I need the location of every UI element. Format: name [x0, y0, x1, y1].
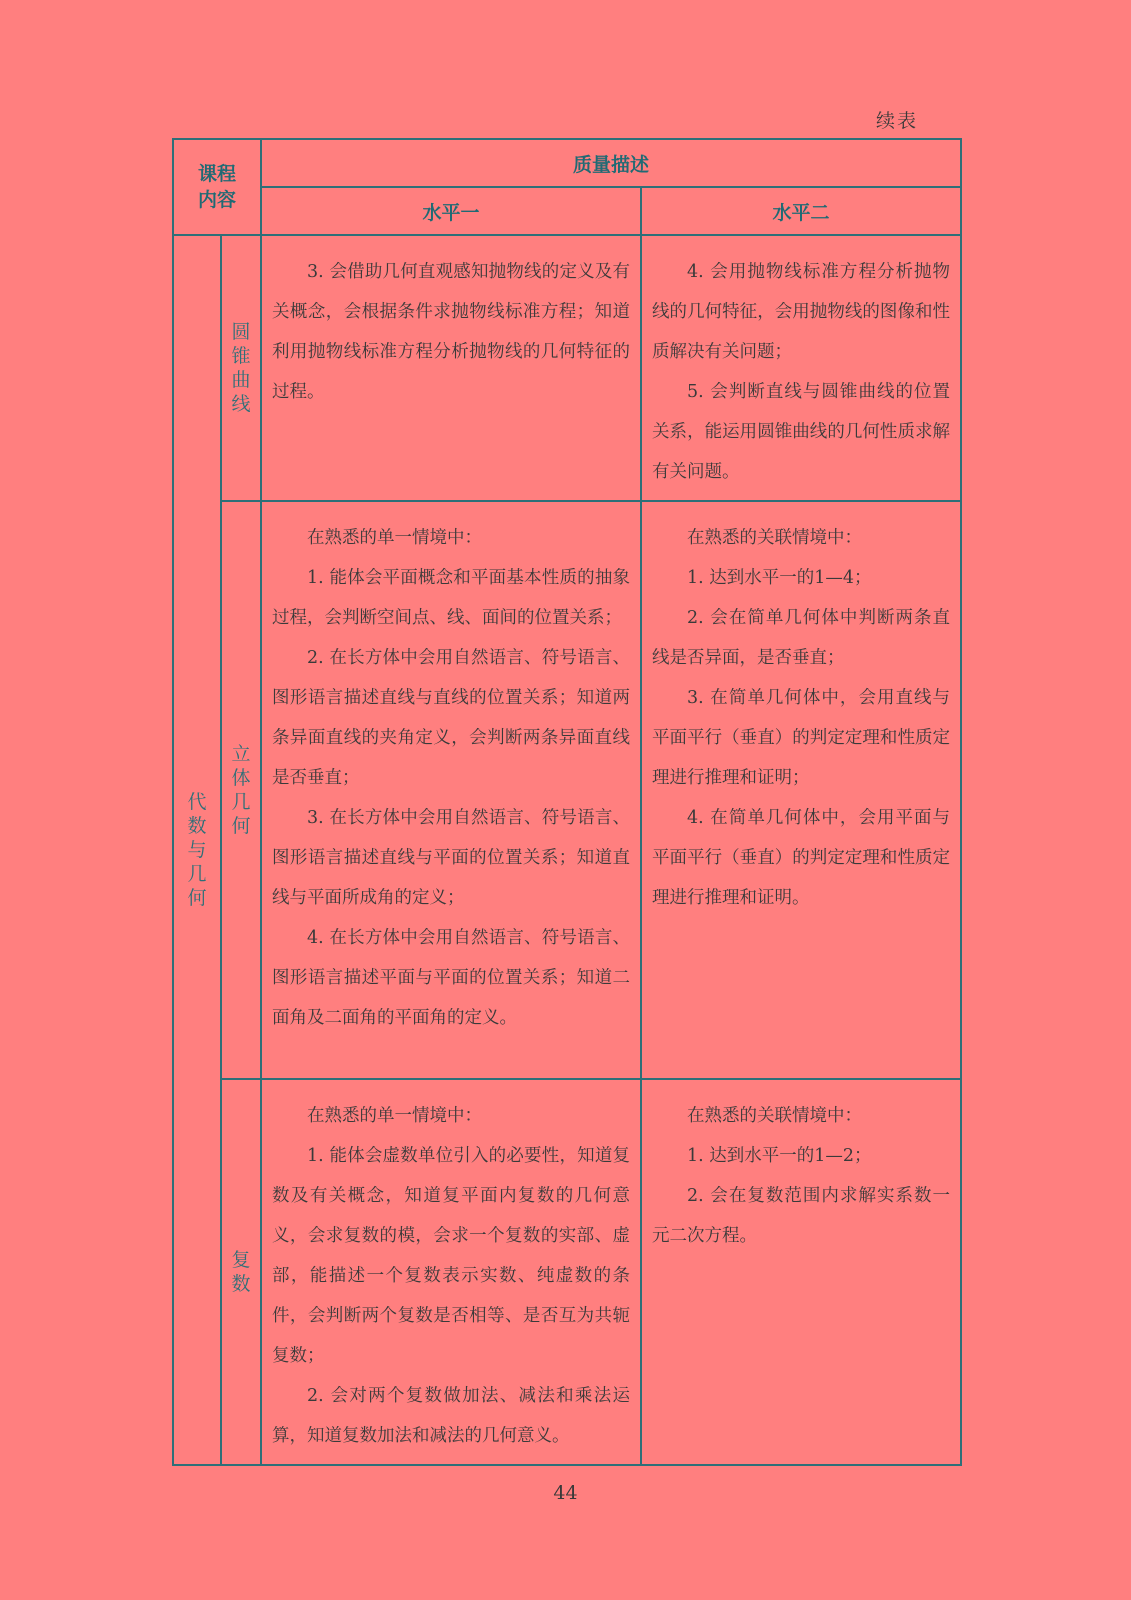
paragraph: 3. 会借助几何直观感知抛物线的定义及有关概念，会根据条件求抛物线标准方程；知道利用抛物线标准方程分析抛物线的几何特征的过程。: [272, 262, 631, 402]
section-label: [173, 235, 221, 1465]
table-row: [173, 501, 961, 1079]
paragraph: 1. 达到水平一的1—4；: [687, 568, 872, 588]
paragraph: 1. 能体会虚数单位引入的必要性，知道复数及有关概念，知道复平面内复数的几何意义，会求复数的模，会求一个复数的实部、虚部，能描述一个复数表示实数、纯虚数的条件，会判断两个复数是否相等、是否互为共轭复数；: [272, 1146, 631, 1366]
header-level1: 水平一: [261, 187, 641, 235]
paragraph: 2. 会在简单几何体中判断两条直线是否异面，是否垂直；: [652, 608, 951, 668]
paragraph: 3. 在简单几何体中，会用直线与平面平行（垂直）的判定定理和性质定理进行推理和证明；: [652, 688, 951, 788]
row-level1-cell: [261, 501, 641, 1079]
row-level2-cell: [641, 1079, 961, 1465]
topic-label: 复数: [231, 1249, 251, 1295]
paragraph: 1. 达到水平一的1—2；: [687, 1146, 872, 1166]
row-level1-cell: [261, 1079, 641, 1465]
header-course-content: [173, 139, 261, 235]
paragraph: 在熟悉的单一情境中：: [307, 528, 483, 548]
paragraph: 5. 会判断直线与圆锥曲线的位置关系，能运用圆锥曲线的几何性质求解有关问题。: [652, 382, 951, 482]
row-level2-cell: [641, 501, 961, 1079]
row-level1-cell: [261, 235, 641, 501]
header-course-content-line2: 内容: [198, 189, 237, 211]
continued-label: 续表: [876, 110, 919, 132]
paragraph: 在熟悉的单一情境中：: [307, 1106, 483, 1126]
paragraph: 4. 在简单几何体中，会用平面与平面平行（垂直）的判定定理和性质定理进行推理和证明。: [652, 808, 951, 908]
paragraph: 1. 能体会平面概念和平面基本性质的抽象过程，会判断空间点、线、面间的位置关系；: [272, 568, 631, 628]
topic-label: 立体几何: [231, 743, 251, 837]
paragraph: 4. 在长方体中会用自然语言、符号语言、图形语言描述平面与平面的位置关系；知道二面角及二面角的平面角的定义。: [272, 928, 631, 1028]
section-label-text: 代数与几何: [187, 791, 207, 909]
paragraph: 2. 会在复数范围内求解实系数一元二次方程。: [652, 1186, 951, 1246]
topic-label: 圆锥曲线: [231, 321, 251, 415]
quality-table: [172, 138, 962, 1466]
row-level2-cell: [641, 235, 961, 501]
topic-cell: [221, 235, 261, 501]
header-course-content-line1: 课程: [198, 163, 237, 185]
topic-cell: [221, 501, 261, 1079]
header-quality-description: 质量描述: [261, 139, 961, 187]
paragraph: 在熟悉的关联情境中：: [687, 1106, 863, 1126]
paragraph: 4. 会用抛物线标准方程分析抛物线的几何特征，会用抛物线的图像和性质解决有关问题；: [652, 262, 951, 362]
paragraph: 在熟悉的关联情境中：: [687, 528, 863, 548]
paragraph: 2. 会对两个复数做加法、减法和乘法运算，知道复数加法和减法的几何意义。: [272, 1386, 631, 1446]
topic-cell: [221, 1079, 261, 1465]
table-row: [173, 1079, 961, 1465]
page-number: 44: [553, 1482, 578, 1504]
header-level2: 水平二: [641, 187, 961, 235]
paragraph: 3. 在长方体中会用自然语言、符号语言、图形语言描述直线与平面的位置关系；知道直线与平面所成角的定义；: [272, 808, 631, 908]
paragraph: 2. 在长方体中会用自然语言、符号语言、图形语言描述直线与直线的位置关系；知道两条异面直线的夹角定义，会判断两条异面直线是否垂直；: [272, 648, 631, 788]
table-row: [173, 235, 961, 501]
